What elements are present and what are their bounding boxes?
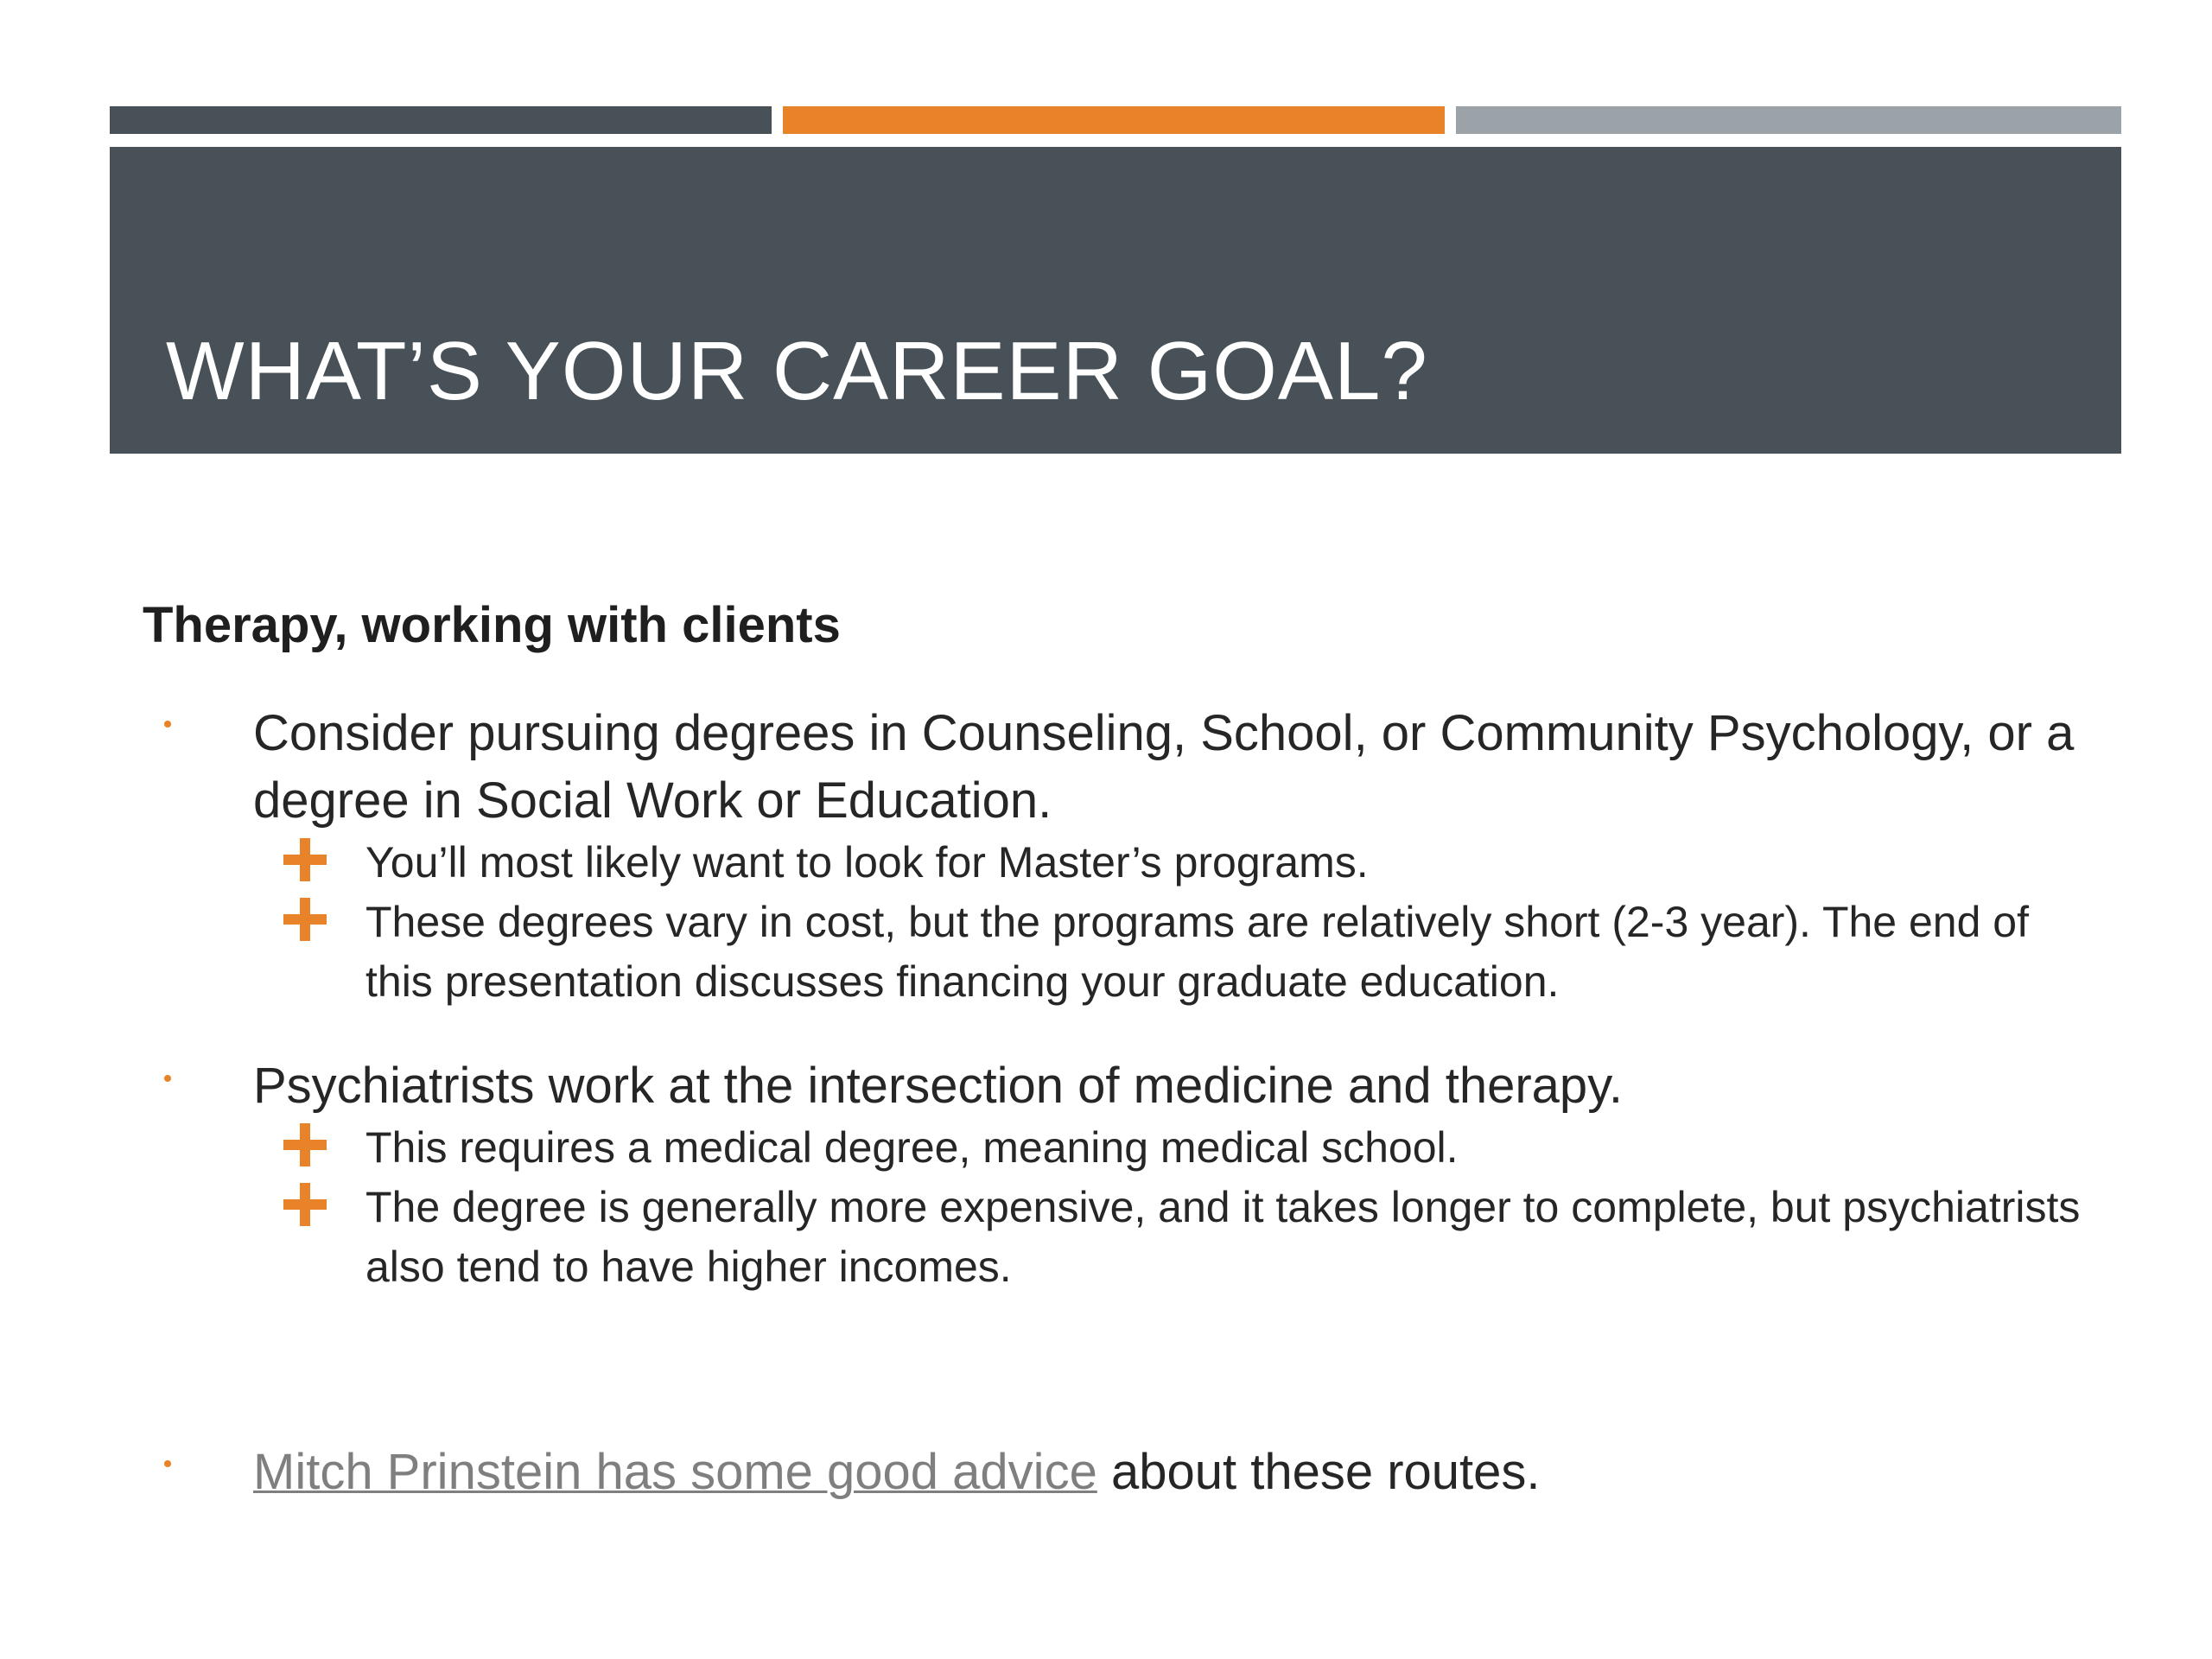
plus-icon bbox=[283, 898, 327, 941]
plus-icon bbox=[283, 838, 327, 881]
bullet-dot bbox=[164, 1460, 171, 1467]
bullet-1-text: Consider pursuing degrees in Counseling, School, or Community Psychology, or a degree in Social Work or Education. bbox=[253, 705, 2075, 829]
bullet-1-subitem-2: These degrees vary in cost, but the programs are relatively short (2-3 year). The end of this presentation discusses financing your graduate education. bbox=[365, 898, 2029, 1006]
advice-line bbox=[253, 1439, 1541, 1506]
plus-icon bbox=[283, 1123, 327, 1166]
bullet-dot bbox=[164, 721, 171, 728]
accent-bar-gray bbox=[1456, 106, 2121, 134]
bullet-2-text: Psychiatrists work at the intersection of medicine and therapy. bbox=[253, 1058, 1624, 1114]
advice-link[interactable]: Mitch Prinstein has some good advice bbox=[253, 1444, 1097, 1500]
bullet-2-subitem-2: The degree is generally more expensive, and it takes longer to complete, but psychiatrists also tend to have higher incomes. bbox=[365, 1183, 2081, 1291]
slide-title: WHAT’S YOUR CAREER GOAL? bbox=[166, 325, 1428, 417]
bullet-dot bbox=[164, 1075, 171, 1082]
bullet-2-subitem-1: This requires a medical degree, meaning medical school. bbox=[365, 1123, 1459, 1172]
advice-rest-text: about these routes. bbox=[1096, 1444, 1541, 1500]
bullet-1-subitem-1: You’ll most likely want to look for Master’s programs. bbox=[365, 838, 1369, 887]
plus-icon bbox=[283, 1183, 327, 1226]
section-heading: Therapy, working with clients bbox=[143, 597, 841, 653]
title-band bbox=[110, 147, 2121, 454]
accent-bar-orange bbox=[783, 106, 1445, 134]
accent-bar-dark bbox=[110, 106, 772, 134]
